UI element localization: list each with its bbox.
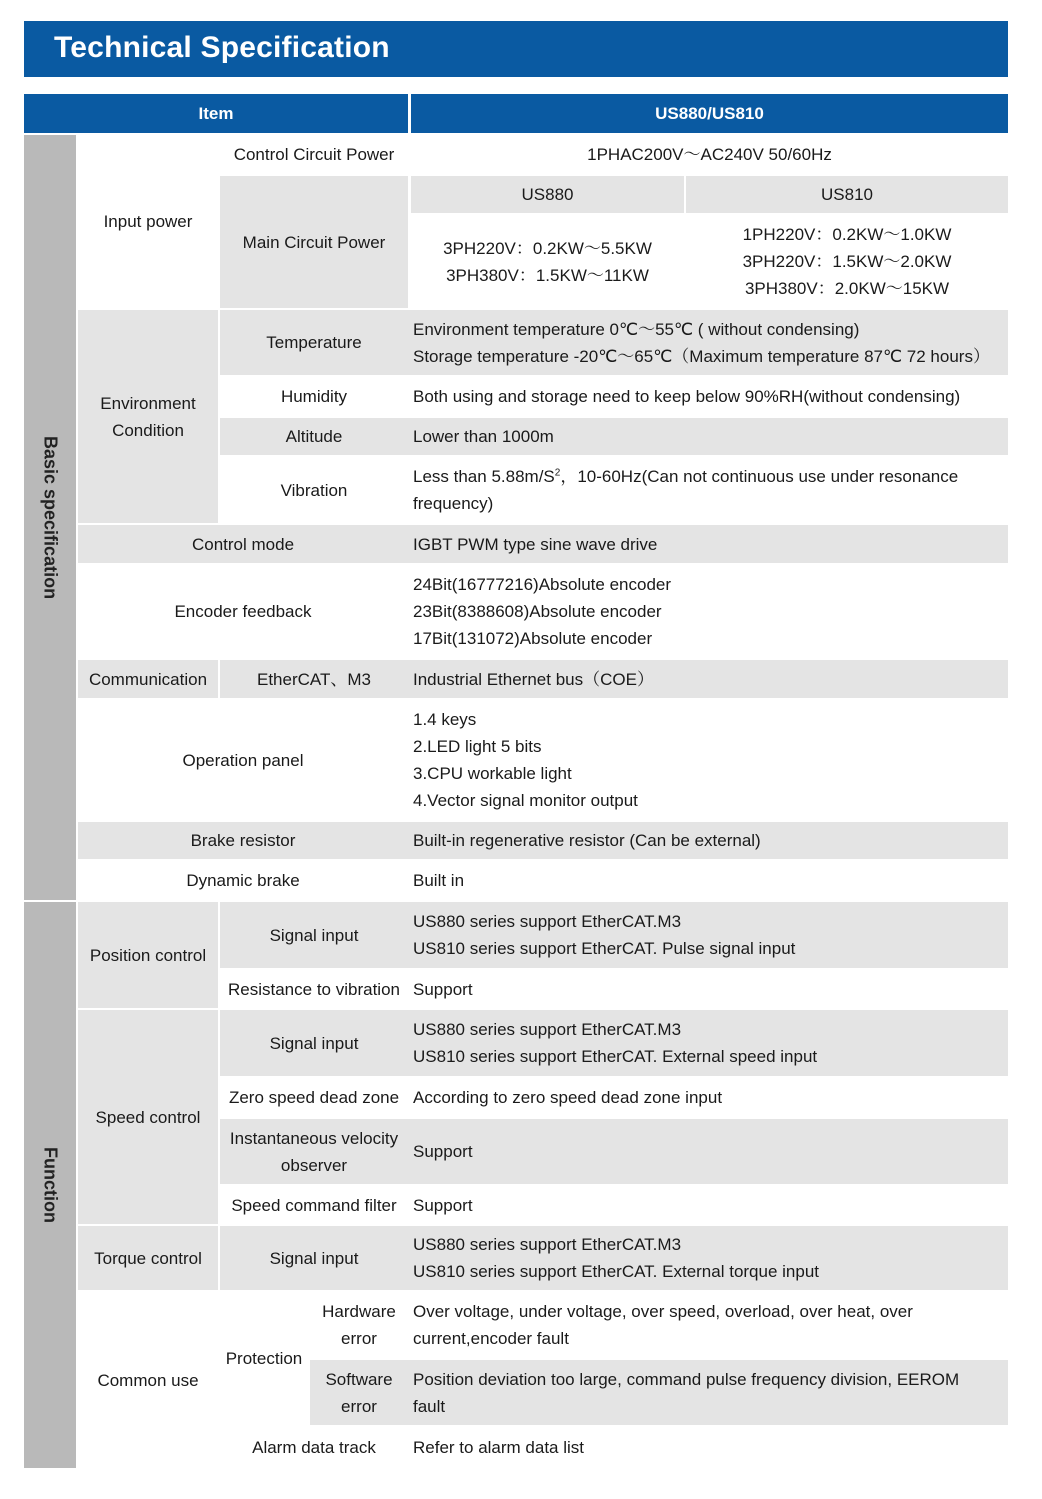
software-error-value <box>408 1360 1008 1425</box>
communication-text: Communication <box>88 669 208 689</box>
header-model <box>411 94 1008 133</box>
temperature-value <box>408 310 1008 375</box>
temperature-line: Storage temperature -20℃～65℃（Maximum temperature 87℃ 72 hours） <box>413 346 990 366</box>
hardware-error-value-line: Over voltage, under voltage, over speed, overload, over heat, over <box>413 1302 913 1321</box>
vibration-label <box>220 457 408 523</box>
speed-signal-input-value <box>408 1010 1008 1076</box>
dynamic-brake-value-text: Built in <box>413 871 465 890</box>
control-circuit-text: Control Circuit Power <box>233 145 395 164</box>
speed-filter-text: Speed command filter <box>231 1195 397 1215</box>
brake-resistor-value <box>408 822 1008 859</box>
side-basic-specification <box>24 135 76 900</box>
alarm-data-track-label <box>220 1427 408 1468</box>
software-error-line: Software <box>325 1369 393 1389</box>
resistance-to-vibration-value <box>408 970 1008 1008</box>
brake-resistor-text: Brake resistor <box>190 831 296 850</box>
software-error-label <box>310 1360 408 1425</box>
environment-label-line: Environment <box>100 393 196 413</box>
operation-panel-line: 2.LED light 5 bits <box>413 737 542 756</box>
position-signal-input-value <box>408 902 1008 968</box>
alarm-data-track-text: Alarm data track <box>252 1438 376 1457</box>
torque-control-text: Torque control <box>94 1248 202 1268</box>
control-mode-text: Control mode <box>191 534 295 554</box>
encoder-text: Encoder feedback <box>174 602 312 621</box>
operation-panel-line: 1.4 keys <box>413 710 477 729</box>
header-item <box>24 94 408 133</box>
resistance-value-text: Support <box>413 979 473 999</box>
speed-filter-value-text: Support <box>413 1195 473 1215</box>
side-basic-label: Basic specification <box>40 435 61 600</box>
speed-signal-input-label <box>220 1010 408 1076</box>
torque-control-label <box>78 1226 218 1290</box>
humidity-value-text: Both using and storage need to keep below 90%RH(without condensing) <box>413 387 961 406</box>
us880-range-line: 3PH380V：1.5KW～11KW <box>446 265 649 285</box>
zero-speed-text: Zero speed dead zone <box>228 1088 400 1107</box>
vibration-value <box>408 457 1008 523</box>
speed-command-filter-label <box>220 1186 408 1224</box>
operation-panel-line: 4.Vector signal monitor output <box>413 791 638 810</box>
humidity-text: Humidity <box>280 387 348 406</box>
velocity-observer-line: Instantaneous velocity <box>229 1128 399 1148</box>
speed-signal-line: US880 series support EtherCAT.M3 <box>413 1020 682 1039</box>
encoder-feedback-label <box>78 565 408 658</box>
speed-control-text: Speed control <box>95 1107 201 1127</box>
position-signal-input-text: Signal input <box>269 925 359 945</box>
alarm-data-track-value-text: Refer to alarm data list <box>413 1438 585 1457</box>
protection-text: Protection <box>225 1349 303 1368</box>
communication-protocol <box>220 660 408 698</box>
environment-condition-label <box>78 310 218 523</box>
resistance-to-vibration-label <box>220 970 408 1008</box>
vibration-line2: frequency) <box>413 494 494 513</box>
vibration-line <box>413 463 958 490</box>
dynamic-brake-value <box>408 861 1008 900</box>
side-function <box>24 902 76 1468</box>
input-power-label <box>78 135 218 308</box>
dynamic-brake-label <box>78 861 408 900</box>
temperature-label <box>220 310 408 375</box>
torque-signal-line: US880 series support EtherCAT.M3 <box>413 1235 682 1254</box>
us810-power-ranges <box>686 215 1008 308</box>
operation-panel-line: 3.CPU workable light <box>413 764 572 783</box>
torque-signal-line: US810 series support EtherCAT. External torque input <box>413 1262 820 1281</box>
software-error-value-line: Position deviation too large, command pulse frequency division, EEROM <box>413 1369 960 1389</box>
velocity-observer-value-text: Support <box>413 1142 473 1161</box>
velocity-observer-value <box>408 1119 1008 1184</box>
temperature-text: Temperature <box>266 333 362 352</box>
main-circuit-power-label <box>220 176 408 308</box>
resistance-text: Resistance to vibration <box>228 979 400 999</box>
us880-power-ranges <box>411 215 684 308</box>
velocity-observer-label <box>220 1119 408 1184</box>
zero-speed-dead-zone-label <box>220 1078 408 1117</box>
side-function-label: Function <box>40 1147 61 1223</box>
title-banner <box>24 21 1008 77</box>
communication-protocol-text: EtherCAT、M3 <box>257 669 371 689</box>
communication-value <box>408 660 1008 698</box>
vibration-text: Vibration <box>280 480 348 500</box>
altitude-value <box>408 418 1008 455</box>
brake-resistor-value-text: Built-in regenerative resistor (Can be external) <box>413 831 761 850</box>
page-title: Technical Specification <box>54 31 390 64</box>
speed-signal-line: US810 series support EtherCAT. External speed input <box>413 1047 818 1066</box>
torque-signal-input-text: Signal input <box>269 1248 359 1268</box>
communication-value-text: Industrial Ethernet bus（COE） <box>413 669 654 689</box>
hardware-error-value <box>408 1292 1008 1358</box>
input-power-text: Input power <box>103 212 193 231</box>
vibration-superscript: 2 <box>554 467 561 479</box>
control-mode-value-text: IGBT PWM type sine wave drive <box>413 534 658 554</box>
altitude-text: Altitude <box>285 427 343 446</box>
control-mode-value <box>408 525 1008 563</box>
position-signal-line: US880 series support EtherCAT.M3 <box>413 912 682 931</box>
us810-range-line: 3PH220V：1.5KW～2.0KW <box>742 252 952 271</box>
main-circuit-text: Main Circuit Power <box>242 232 386 252</box>
common-use-label <box>78 1292 218 1468</box>
torque-signal-input-label <box>220 1226 408 1290</box>
software-error-value-line: fault <box>413 1396 446 1416</box>
hardware-error-value-line: current,encoder fault <box>413 1329 569 1348</box>
speed-control-label <box>78 1010 218 1224</box>
us810-range-line: 3PH380V：2.0KW～15KW <box>744 279 950 298</box>
operation-panel-label <box>78 700 408 820</box>
us880-name: US880 <box>521 185 574 204</box>
encoder-line: 23Bit(8388608)Absolute encoder <box>413 602 662 621</box>
brake-resistor-label <box>78 822 408 859</box>
environment-label-line: Condition <box>112 420 184 440</box>
hardware-error-line: error <box>341 1329 377 1348</box>
encoder-line: 24Bit(16777216)Absolute encoder <box>413 575 672 594</box>
position-signal-line: US810 series support EtherCAT. Pulse signal input <box>413 939 796 958</box>
communication-label <box>78 660 218 698</box>
hardware-error-label <box>310 1292 408 1358</box>
torque-signal-input-value <box>408 1226 1008 1290</box>
software-error-line: error <box>341 1396 377 1416</box>
operation-panel-text: Operation panel <box>182 750 304 770</box>
us810-range-line: 1PH220V：0.2KW～1.0KW <box>742 225 952 244</box>
control-circuit-power-label <box>220 135 408 174</box>
us810-name: US810 <box>821 185 873 204</box>
hardware-error-line: Hardware <box>322 1302 396 1321</box>
control-circuit-power-value <box>411 135 1008 174</box>
us880-range-line: 3PH220V：0.2KW～5.5KW <box>443 238 652 258</box>
vibration-post: ，10-60Hz(Can not continuous use under resonance <box>560 467 959 486</box>
encoder-feedback-value <box>408 565 1008 658</box>
header-model-label: US880/US810 <box>655 104 764 123</box>
protection-label <box>220 1292 308 1425</box>
altitude-label <box>220 418 408 455</box>
common-use-text: Common use <box>97 1370 199 1390</box>
zero-speed-value-text: According to zero speed dead zone input <box>413 1088 723 1107</box>
vibration-pre: Less than 5.88m/S <box>413 467 555 486</box>
dynamic-brake-text: Dynamic brake <box>186 871 300 890</box>
header-item-label: Item <box>198 104 234 123</box>
altitude-value-text: Lower than 1000m <box>413 427 554 446</box>
speed-signal-input-text: Signal input <box>269 1033 359 1053</box>
zero-speed-dead-zone-value <box>408 1078 1008 1117</box>
alarm-data-track-value <box>408 1427 1008 1468</box>
humidity-label <box>220 377 408 416</box>
position-control-label <box>78 902 218 1008</box>
temperature-line: Environment temperature 0℃～55℃ ( without condensing) <box>413 319 860 339</box>
velocity-observer-line: observer <box>280 1155 348 1175</box>
encoder-line: 17Bit(131072)Absolute encoder <box>413 629 653 648</box>
speed-command-filter-value <box>408 1186 1008 1224</box>
position-signal-input-label <box>220 902 408 968</box>
control-circuit-value-text: 1PHAC200V～AC240V 50/60Hz <box>587 145 832 164</box>
position-control-text: Position control <box>89 945 207 965</box>
us880-header <box>411 176 684 213</box>
humidity-value <box>408 377 1008 416</box>
operation-panel-value <box>408 700 1008 820</box>
us810-header <box>686 176 1008 213</box>
control-mode-label <box>78 525 408 563</box>
